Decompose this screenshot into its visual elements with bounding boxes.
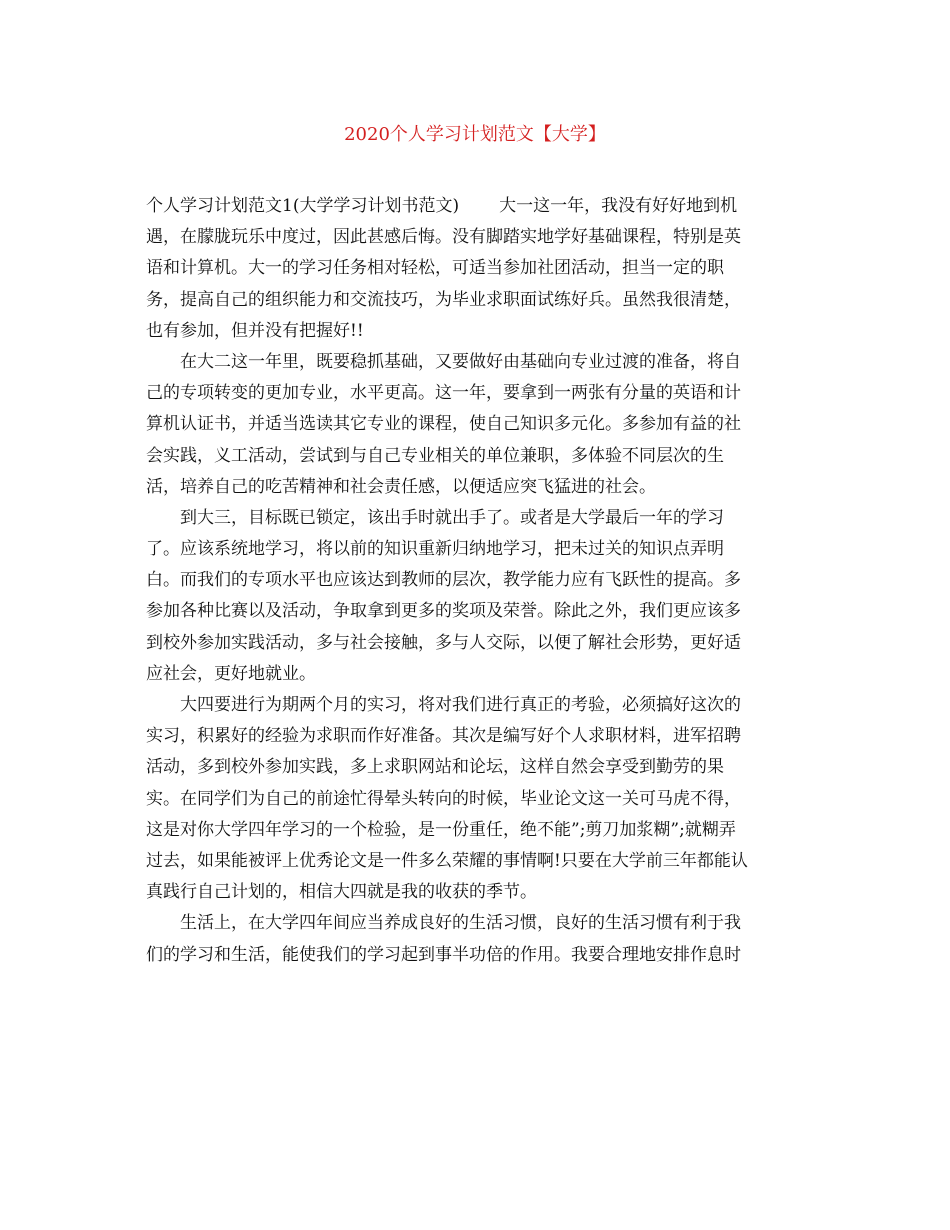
text-line: 会实践，义工活动，尝试到与自己专业相关的单位兼职，多体验不同层次的生	[146, 445, 724, 466]
text-line: 白。而我们的专项水平也应该达到教师的层次，教学能力应有飞跃性的提高。多	[146, 570, 741, 591]
text-line: 大一这一年，我没有好好地到机	[499, 196, 738, 216]
text-line: 务，提高自己的组织能力和交流技巧，为毕业求职面试练好兵。虽然我很清楚，	[146, 289, 741, 310]
text-line: 算机认证书，并适当选读其它专业的课程，使自己知识多元化。多参加有益的社	[146, 414, 741, 435]
paragraph-1-line-1	[146, 191, 806, 222]
text-line: 参加各种比赛以及活动，争取拿到更多的奖项及荣誉。除此之外，我们更应该多	[146, 601, 741, 622]
text-line: 了。应该系统地学习，将以前的知识重新归纳地学习，把未过关的知识点弄明	[146, 539, 724, 560]
text-line: 应社会，更好地就业。	[146, 663, 316, 684]
text-line: 活动，多到校外参加实践，多上求职网站和论坛，这样自然会享受到勤劳的果	[146, 757, 724, 778]
document-body	[146, 191, 806, 971]
paragraph-start-line: 到大三，目标既已锁定，该出手时就出手了。或者是大学最后一年的学习	[180, 507, 724, 528]
text-line: 遇，在朦胧玩乐中度过，因此甚感后悔。没有脚踏实地学好基础课程，特别是英	[146, 227, 741, 248]
text-line: 真践行自己计划的，相信大四就是我的收获的季节。	[146, 882, 537, 903]
text-line: 这是对你大学四年学习的一个检验，是一份重任，绝不能”;剪刀加浆糊”;就糊弄	[146, 819, 736, 840]
text-line: 己的专项转变的更加专业，水平更高。这一年，要拿到一两张有分量的英语和计	[146, 383, 741, 404]
text-line: 语和计算机。大一的学习任务相对轻松，可适当参加社团活动，担当一定的职	[146, 258, 724, 279]
paragraph-start-line: 在大二这一年里，既要稳抓基础，又要做好由基础向专业过渡的准备，将自	[180, 351, 741, 372]
text-line: 也有参加，但并没有把握好!!	[146, 320, 364, 341]
text-line: 活，培养自己的吃苦精神和社会责任感，以便适应突飞猛进的社会。	[146, 476, 656, 497]
text-line: 实习，积累好的经验为求职而作好准备。其次是编写好个人求职材料，进军招聘	[146, 726, 741, 747]
text-line: 到校外参加实践活动，多与社会接触，多与人交际，以便了解社会形势，更好适	[146, 632, 741, 653]
text-line: 实。在同学们为自己的前途忙得晕头转向的时候，毕业论文这一关可马虎不得，	[146, 788, 741, 809]
text-line: 过去，如果能被评上优秀论文是一件多么荣耀的事情啊!只要在大学前三年都能认	[146, 850, 748, 871]
text-line: 们的学习和生活，能使我们的学习起到事半功倍的作用。我要合理地安排作息时	[146, 944, 741, 965]
document-title: 2020个人学习计划范文【大学】	[344, 124, 606, 145]
paragraph-start-line: 生活上，在大学四年间应当养成良好的生活习惯，良好的生活习惯有利于我	[180, 913, 741, 934]
paragraph-start-line: 大四要进行为期两个月的实习，将对我们进行真正的考验，必须搞好这次的	[180, 695, 741, 715]
intro-heading: 个人学习计划范文1(大学学习计划书范文)	[146, 196, 460, 216]
